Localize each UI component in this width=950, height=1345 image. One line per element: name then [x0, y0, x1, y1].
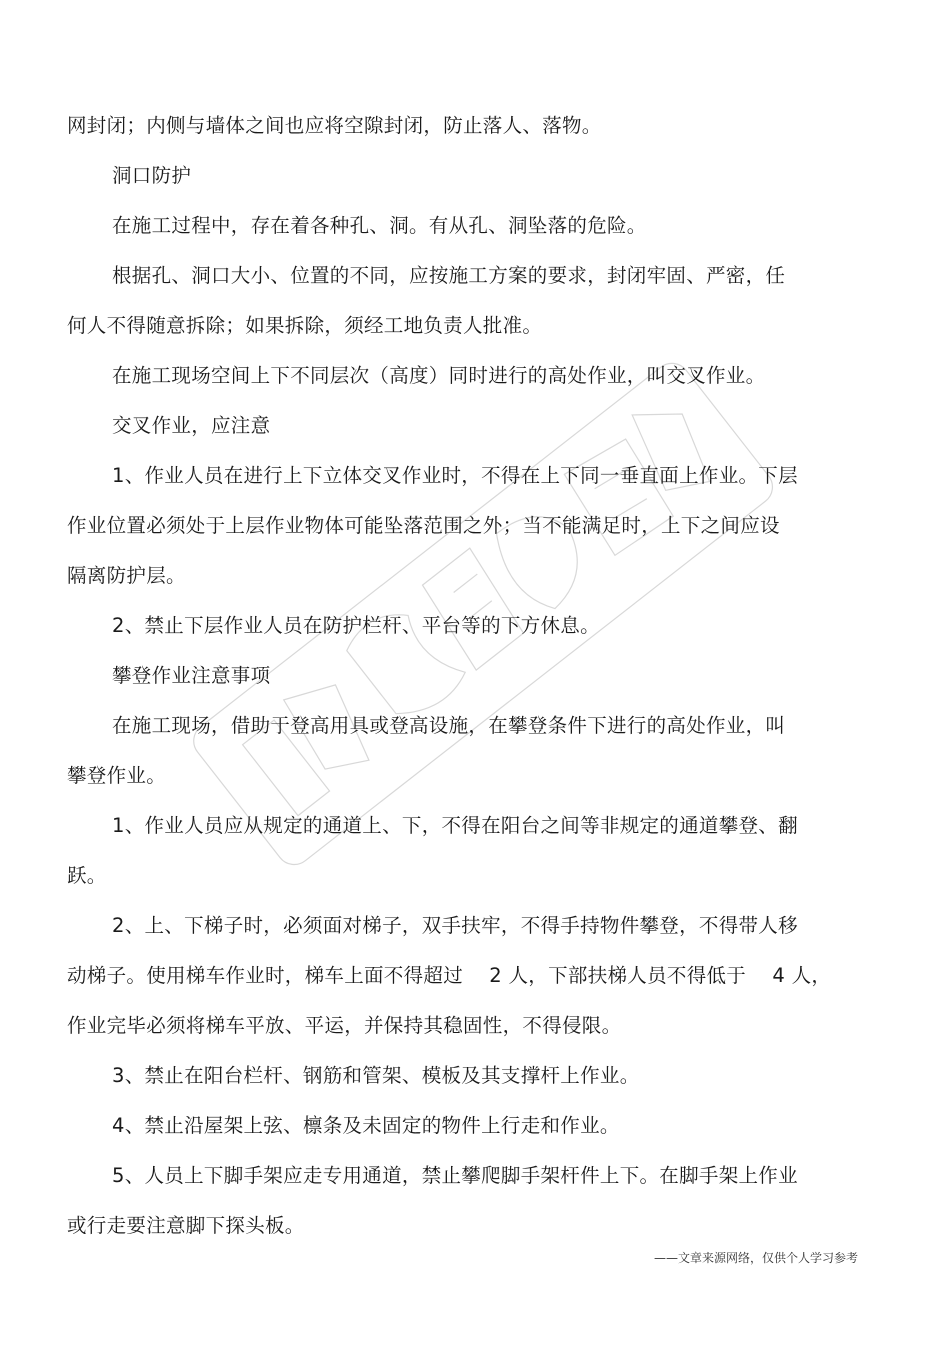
paragraph-line: 4、禁止沿屋架上弦、檩条及未固定的物件上行走和作业。	[112, 1114, 620, 1137]
section-heading: 洞口防护	[112, 164, 192, 187]
paragraph-line: 作业完毕必须将梯车平放、平运，并保持其稳固性，不得侵限。	[67, 1014, 622, 1037]
paragraph-line: 跃。	[67, 864, 107, 887]
paragraph-line: 作业位置必须处于上层作业物体可能坠落范围之外；当不能满足时，上下之间应设	[67, 514, 780, 537]
paragraph-line: 根据孔、洞口大小、位置的不同，应按施工方案的要求，封闭牢固、严密，任	[112, 264, 786, 287]
paragraph-line: 在施工现场，借助于登高用具或登高设施，在攀登条件下进行的高处作业，叫	[112, 714, 786, 737]
paragraph-line: 3、禁止在阳台栏杆、钢筋和管架、模板及其支撑杆上作业。	[112, 1064, 640, 1087]
paragraph-line: 1、作业人员应从规定的通道上、下，不得在阳台之间等非规定的通道攀登、翻	[112, 814, 798, 837]
paragraph-line: 在施工过程中，存在着各种孔、洞。有从孔、洞坠落的危险。	[112, 214, 647, 237]
paragraph-line: 1、作业人员在进行上下立体交叉作业时，不得在上下同一垂直面上作业。下层	[112, 464, 798, 487]
section-heading: 攀登作业注意事项	[112, 664, 271, 687]
paragraph-line: 攀登作业。	[67, 764, 167, 787]
paragraph-line: 何人不得随意拆除；如果拆除，须经工地负责人批准。	[67, 314, 543, 337]
paragraph-line: 或行走要注意脚下探头板。	[67, 1214, 305, 1237]
paragraph-line: 在施工现场空间上下不同层次（高度）同时进行的高处作业，叫交叉作业。	[112, 364, 766, 387]
paragraph-line: 动梯子。使用梯车作业时，梯车上面不得超过 2 人，下部扶梯人员不得低于 4 人，	[67, 964, 832, 987]
section-heading: 交叉作业，应注意	[112, 414, 271, 437]
paragraph-line: 2、上、下梯子时，必须面对梯子，双手扶牢，不得手持物件攀登，不得带人移	[112, 914, 798, 937]
paragraph-line: 2、禁止下层作业人员在防护栏杆、平台等的下方休息。	[112, 614, 600, 637]
source-footer: ——文章来源网络，仅供个人学习参考	[653, 1251, 858, 1265]
paragraph-line: 隔离防护层。	[67, 564, 186, 587]
paragraph-line: 网封闭；内侧与墙体之间也应将空隙封闭，防止落人、落物。	[67, 114, 602, 137]
paragraph-line: 5、人员上下脚手架应走专用通道，禁止攀爬脚手架杆件上下。在脚手架上作业	[112, 1164, 798, 1187]
